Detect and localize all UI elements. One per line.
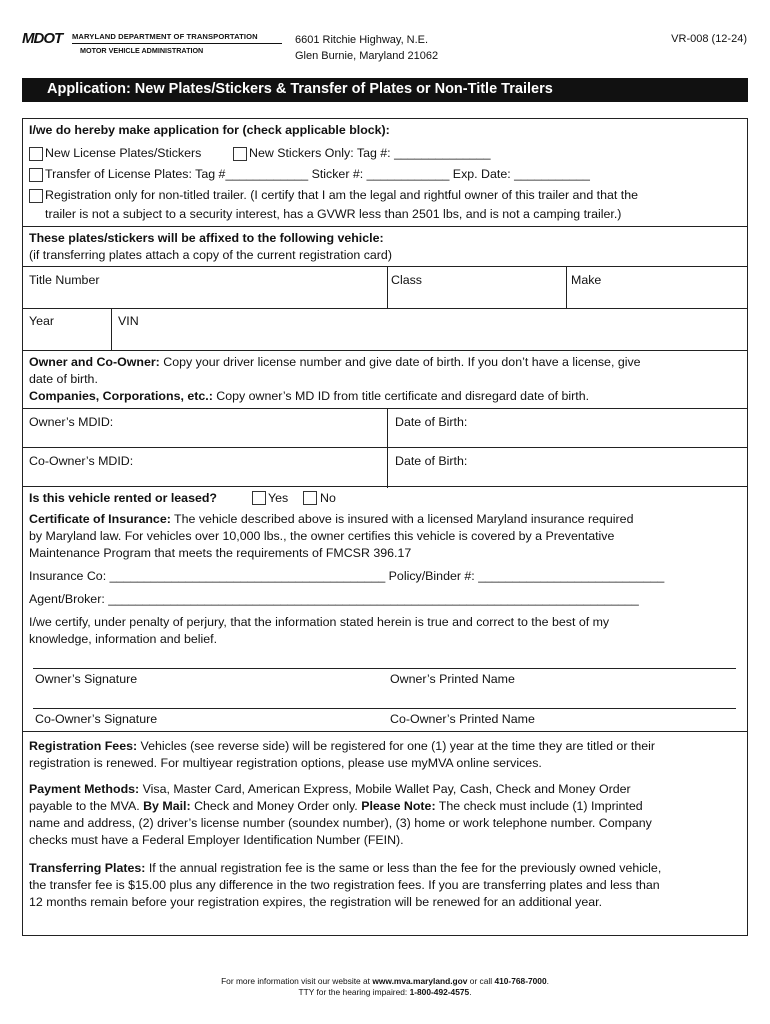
form-body: [22, 118, 748, 936]
logo-mark: MDOT: [22, 30, 63, 47]
owner-signature-line[interactable]: [33, 668, 736, 669]
checkbox-trailer-registration[interactable]: [29, 189, 43, 203]
insurance-cert-line1: Certificate of Insurance: The vehicle described above is insured with a licensed Maryland insurance required: [29, 512, 634, 526]
divider: [23, 350, 747, 351]
insurance-cert-line3: Maintenance Program that meets the requirements of FMCSR 396.17: [29, 546, 412, 560]
transferring-plates-line3: 12 months remain before your registration expires, the registration will be renewed for an additional year.: [29, 895, 603, 909]
transferring-plates-line1: Transferring Plates: If the annual registration fee is the same or less than the fee for the previously owned vehicle,: [29, 861, 662, 875]
checkbox-new-stickers[interactable]: [233, 147, 247, 161]
footer-line2: TTY for the hearing impaired: 1-800-492-4575.: [298, 986, 472, 997]
registration-fees-line1: Registration Fees: Vehicles (see reverse side) will be registered for one (1) year at the time they are titled or their: [29, 739, 655, 753]
mdot-logo: [22, 30, 262, 60]
coowner-signature-label: Co-Owner’s Signature: [35, 712, 158, 726]
rented-question: Is this vehicle rented or leased?: [29, 491, 217, 505]
vehicle-subheading: (if transferring plates attach a copy of the current registration card): [29, 248, 392, 262]
page-footer: [0, 976, 770, 997]
certify-line1: I/we certify, under penalty of perjury, that the information stated herein is true and correct to the best of my: [29, 615, 610, 629]
divider: [23, 308, 747, 309]
address-line-2: Glen Burnie, Maryland 21062: [295, 50, 439, 62]
divider: [23, 266, 747, 267]
divider: [111, 308, 112, 350]
divider: [23, 486, 747, 487]
owner-dob-label: Date of Birth:: [395, 415, 468, 429]
coowner-signature-line[interactable]: [33, 708, 736, 709]
companies-instructions: Companies, Corporations, etc.: Copy owner’s MD ID from title certificate and disregard date of birth.: [29, 389, 590, 403]
option-transfer-label: Transfer of License Plates: Tag #____________ Sticker #: ____________ Exp. Date: ___________: [45, 167, 590, 181]
class-label: Class: [391, 273, 422, 287]
divider: [23, 731, 747, 732]
application-heading: I/we do hereby make application for (check applicable block):: [29, 123, 390, 137]
payment-methods-line1: Payment Methods: Visa, Master Card, American Express, Mobile Wallet Pay, Cash, Check and Money Order: [29, 782, 631, 796]
divider: [23, 447, 747, 448]
agent-broker-field[interactable]: Agent/Broker: _____________________________________________________________________________: [29, 592, 639, 606]
payment-methods-line2: payable to the MVA. By Mail: Check and Money Order only. Please Note: The check must include (1) Imprinted: [29, 799, 643, 813]
coowner-mdid-label: Co-Owner’s MDID:: [29, 454, 134, 468]
checkbox-rented-no[interactable]: [303, 491, 317, 505]
tty-number: 1-800-492-4575: [409, 986, 470, 997]
option-trailer-line1: Registration only for non-titled trailer. (I certify that I am the legal and rightful owner of this trailer and that the: [45, 188, 638, 202]
owner-printed-name-label: Owner’s Printed Name: [390, 672, 515, 686]
certify-line2: knowledge, information and belief.: [29, 632, 218, 646]
address-line-1: 6601 Ritchie Highway, N.E.: [295, 34, 429, 46]
coowner-printed-name-label: Co-Owner’s Printed Name: [390, 712, 535, 726]
owner-instructions-line1: Owner and Co-Owner: Copy your driver license number and give date of birth. If you don’t have a license, give: [29, 355, 641, 369]
insurance-cert-line2: by Maryland law. For vehicles over 10,000 lbs., the owner certifies this vehicle is covered by a Preventative: [29, 529, 615, 543]
owner-mdid-label: Owner’s MDID:: [29, 415, 114, 429]
form-title: Application: New Plates/Stickers & Transfer of Plates or Non-Title Trailers: [47, 81, 553, 97]
vin-label: VIN: [118, 314, 139, 328]
checkbox-transfer-plates[interactable]: [29, 168, 43, 182]
vehicle-heading: These plates/stickers will be affixed to the following vehicle:: [29, 231, 384, 245]
agency-address: [295, 32, 438, 64]
agency-subname: MOTOR VEHICLE ADMINISTRATION: [80, 46, 204, 55]
divider: [23, 226, 747, 227]
rented-no-label: No: [320, 491, 336, 505]
divider: [387, 266, 388, 308]
footer-line1: For more information visit our website at www.mva.maryland.gov or call 410-768-7000.: [221, 976, 549, 986]
transferring-plates-line2: the transfer fee is $15.00 plus any difference in the two registration fees. If you are transferring plates and less than: [29, 878, 660, 892]
divider: [566, 266, 567, 308]
option-new-stickers-label: New Stickers Only: Tag #: ______________: [249, 146, 491, 160]
owner-signature-label: Owner’s Signature: [35, 672, 138, 686]
checkbox-rented-yes[interactable]: [252, 491, 266, 505]
make-label: Make: [571, 273, 602, 287]
agency-name: MARYLAND DEPARTMENT OF TRANSPORTATION: [72, 32, 258, 41]
divider: [23, 408, 747, 409]
rented-yes-label: Yes: [268, 491, 289, 505]
form-number: VR-008 (12-24): [671, 33, 747, 45]
owner-instructions-line2: date of birth.: [29, 372, 98, 386]
logo-divider: [72, 43, 282, 44]
option-new-plates-label: New License Plates/Stickers: [45, 146, 202, 160]
coowner-dob-label: Date of Birth:: [395, 454, 468, 468]
title-number-label: Title Number: [29, 273, 100, 287]
form-title-bar: [22, 78, 748, 102]
registration-fees-line2: registration is renewed. For multiyear registration options, please use myMVA online services.: [29, 756, 542, 770]
payment-methods-line3: name and address, (2) driver’s license number (soundex number), (3) home or work telephone number. Company: [29, 816, 652, 830]
phone-number: 410-768-7000: [494, 976, 547, 986]
checkbox-new-plates[interactable]: [29, 147, 43, 161]
website-link[interactable]: www.mva.maryland.gov: [372, 976, 468, 986]
year-label: Year: [29, 314, 55, 328]
payment-methods-line4: checks must have a Federal Employer Identification Number (FEIN).: [29, 833, 404, 847]
option-trailer-line2: trailer is not a subject to a security interest, has a GVWR less than 2501 lbs, and is not a camping trailer.): [45, 207, 622, 221]
insurance-company-field[interactable]: Insurance Co: ________________________________________ Policy/Binder #: ___________________________: [29, 569, 665, 583]
